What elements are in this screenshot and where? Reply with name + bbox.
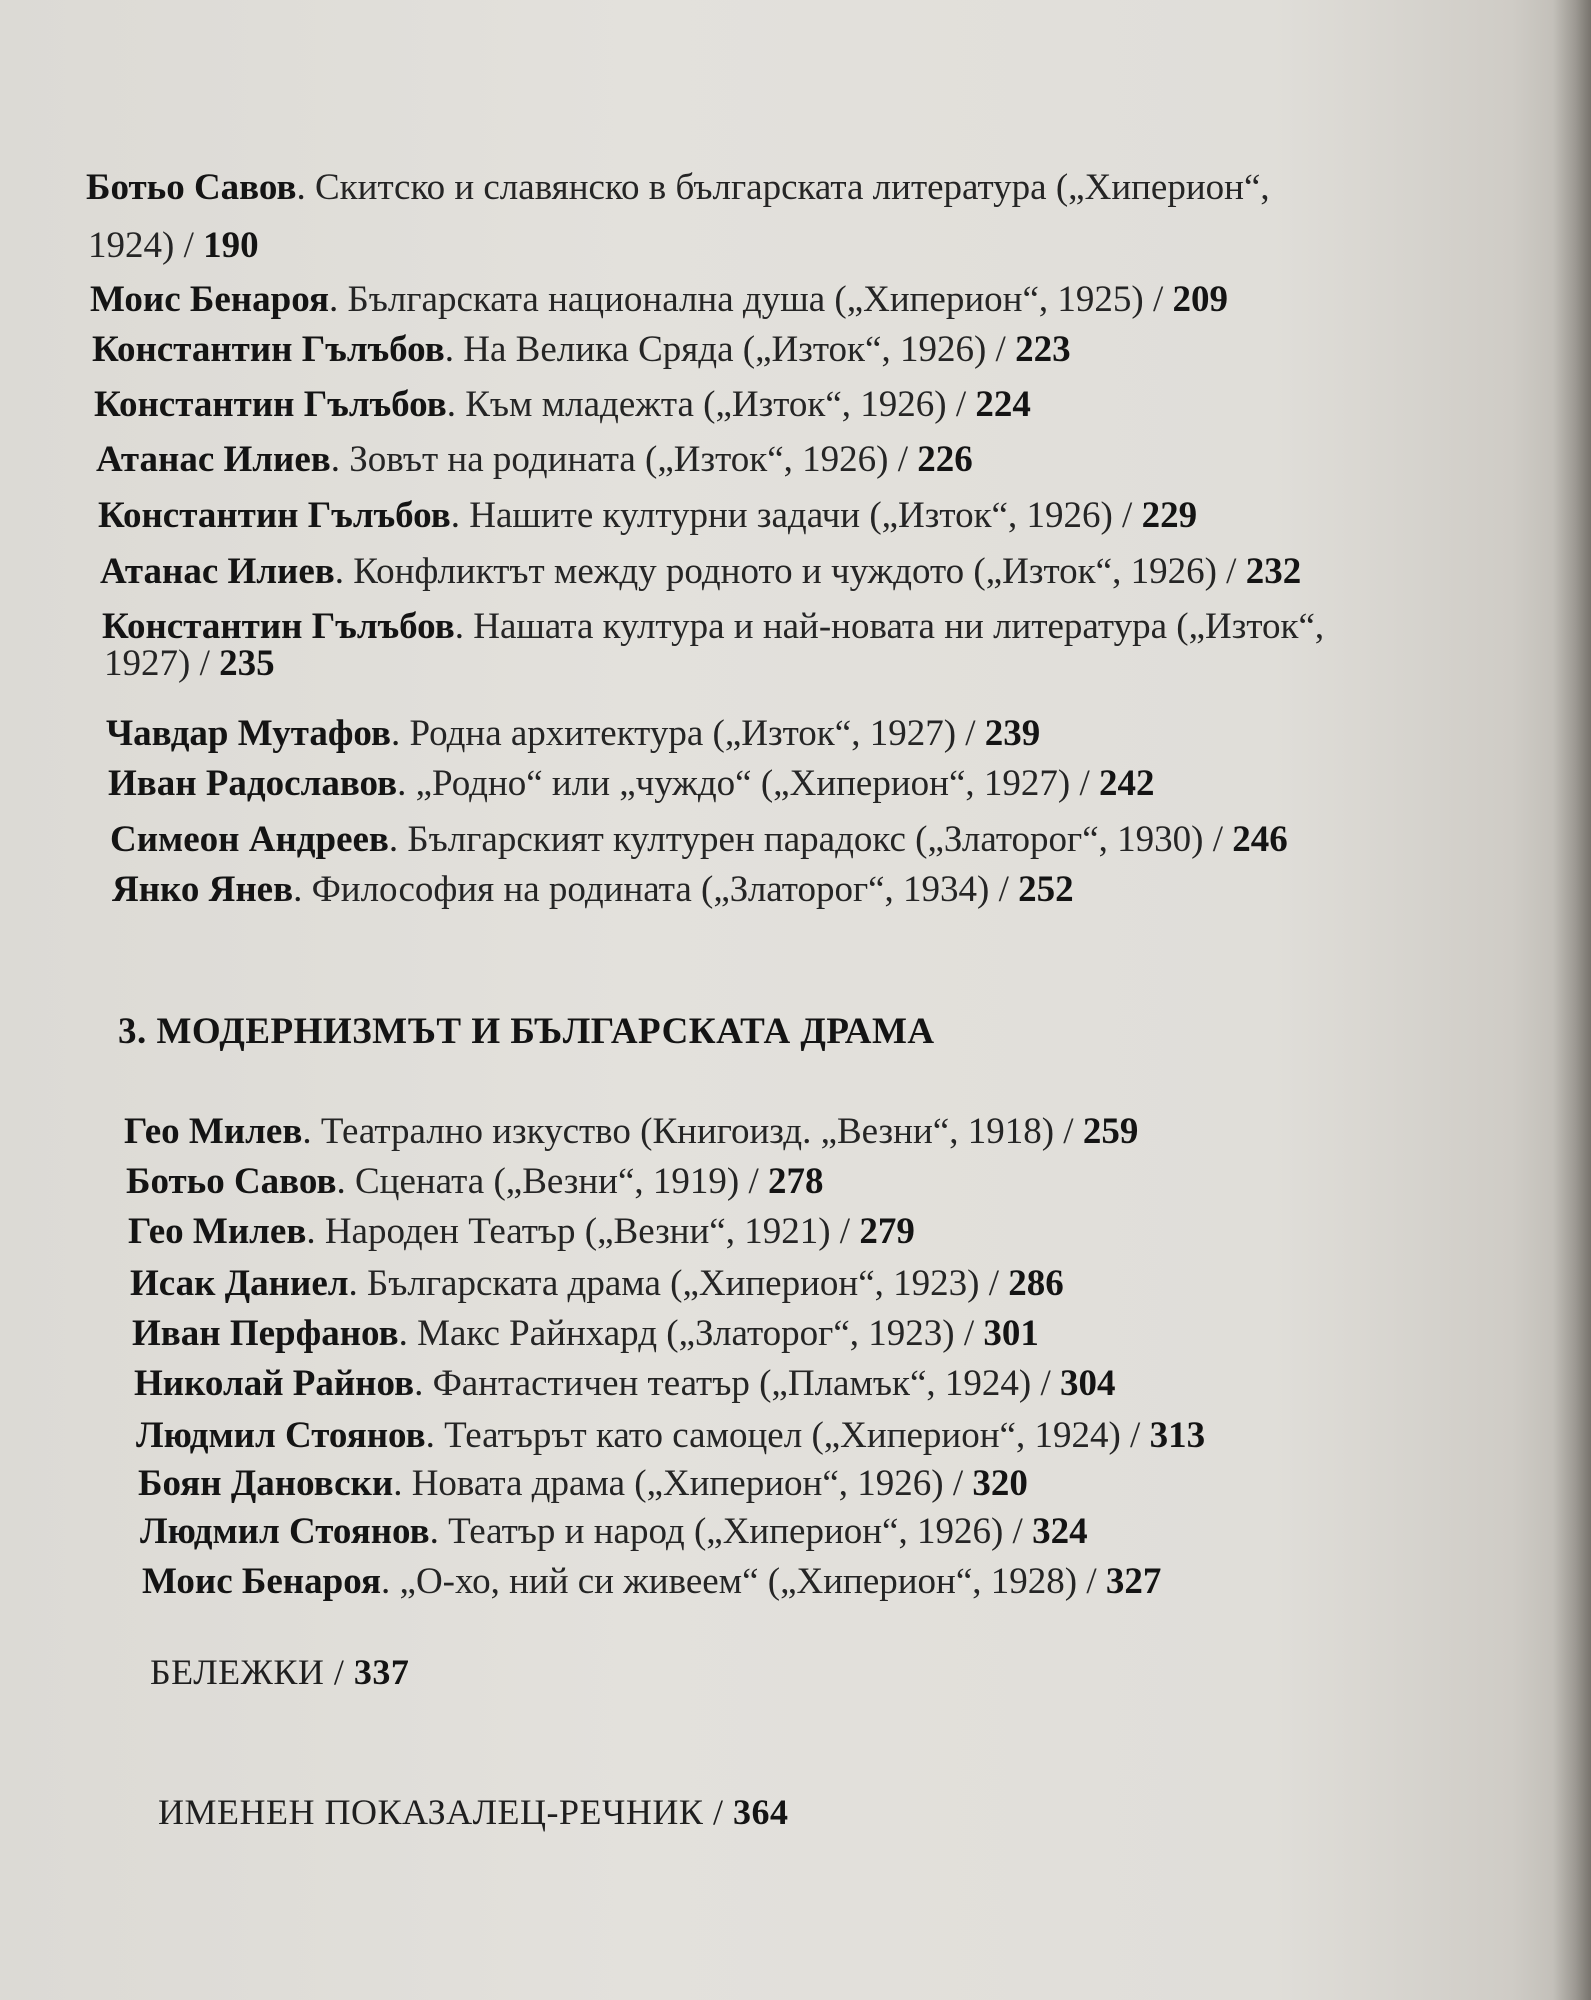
index-entry: ИМЕНЕН ПОКАЗАЛЕЦ-РЕЧНИК / 364 [158, 1792, 789, 1832]
entry-page-number: 324 [1032, 1511, 1088, 1552]
entry-author: Исак Даниел [130, 1263, 349, 1304]
entry-title: Театърът като самоцел („Хиперион“, 1924) [444, 1415, 1121, 1456]
toc-entry: Моис Бенароя. „О-хо, ний си живеем“ („Хиперион“, 1928) / 327 [142, 1561, 1162, 1602]
toc-entry: Константин Гълъбов. Към младежта („Изток“, 1926) / 224 [94, 384, 1031, 425]
entry-author: Янко Янев [112, 869, 294, 910]
entry-author: Гео Милев [124, 1111, 303, 1152]
entry-page-number: 286 [1008, 1263, 1064, 1304]
entry-title: Фантастичен театър („Пламък“, 1924) [432, 1363, 1032, 1404]
toc-entry: Исак Даниел. Българската драма („Хиперион“, 1923) / 286 [130, 1263, 1064, 1304]
entry-author: Константин Гълъбов [92, 329, 445, 370]
entry-title: Философия на родината („Златорог“, 1934) [311, 869, 990, 910]
entry-author: Иван Радославов [108, 763, 398, 804]
toc-entry: Гео Милев. Театрално изкуство (Книгоизд. „Везни“, 1918) / 259 [124, 1111, 1139, 1152]
section-heading: 3. МОДЕРНИЗМЪТ И БЪЛГАРСКАТА ДРАМА [118, 1011, 935, 1052]
page-edge-shadow [1553, 0, 1591, 2000]
toc-entry: Атанас Илиев. Конфликтът между родното и чуждото („Изток“, 1926) / 232 [100, 551, 1302, 592]
entry-title: Нашите културни задачи („Изток“, 1926) [469, 495, 1113, 536]
entry-page-number: 226 [917, 439, 973, 480]
entry-author: Симеон Андреев [110, 819, 389, 860]
entry-page-number: 252 [1018, 869, 1074, 910]
entry-title: Новата драма („Хиперион“, 1926) [411, 1463, 944, 1504]
entry-author: Ботьо Савов [86, 167, 297, 208]
entry-title: Към младежта („Изток“, 1926) [465, 384, 947, 425]
entry-page-number: 224 [975, 384, 1031, 425]
toc-entry: Людмил Стоянов. Театър и народ („Хиперион“, 1926) / 324 [140, 1511, 1088, 1552]
entry-author: Николай Райнов [134, 1363, 415, 1404]
entry-title: „О-хо, ний си живеем“ („Хиперион“, 1928) [399, 1561, 1078, 1602]
entry-page-number: 320 [972, 1463, 1028, 1504]
entry-author: Атанас Илиев [100, 551, 335, 592]
notes-entry: БЕЛЕЖКИ / 337 [150, 1652, 410, 1692]
entry-title: Конфликтът между родното и чуждото („Изток“, 1926) [353, 551, 1217, 592]
entry-page-number: 209 [1172, 279, 1228, 320]
entry-page-number: 259 [1082, 1111, 1139, 1152]
toc-entry: Атанас Илиев. Зовът на родината („Изток“, 1926) / 226 [96, 439, 973, 480]
entry-author: Боян Дановски [138, 1463, 394, 1504]
entry-title: На Велика Сряда („Изток“, 1926) [463, 329, 987, 370]
entry-title: Българската драма („Хиперион“, 1923) [367, 1263, 980, 1304]
toc-entry-continuation: 1927) / 235 [104, 643, 275, 684]
toc-entry-continuation: 1924) / 190 [88, 225, 259, 266]
entry-title: Родна архитектура („Изток“, 1927) [409, 713, 957, 754]
entry-page-number: 235 [219, 643, 275, 684]
notes-label: БЕЛЕЖКИ [150, 1652, 325, 1692]
entry-author: Атанас Илиев [96, 439, 331, 480]
toc-entry: Ботьо Савов. Сцената („Везни“, 1919) / 278 [126, 1161, 824, 1202]
entry-author: Константин Гълъбов [102, 606, 455, 647]
toc-entry: Боян Дановски. Новата драма („Хиперион“, 1926) / 320 [138, 1463, 1028, 1504]
entry-page-number: 239 [984, 713, 1041, 754]
entry-page-number: 279 [859, 1211, 915, 1252]
toc-entry: Моис Бенароя. Българската национална душа („Хиперион“, 1925) / 209 [90, 279, 1228, 320]
entry-author: Константин Гълъбов [98, 495, 451, 536]
notes-page-number: 337 [353, 1652, 410, 1692]
entry-author: Моис Бенароя [142, 1561, 382, 1602]
entry-page-number: 242 [1098, 763, 1155, 804]
entry-page-number: 313 [1149, 1415, 1206, 1456]
entry-title: Театър и народ („Хиперион“, 1926) [448, 1511, 1004, 1552]
entry-author: Ботьо Савов [126, 1161, 337, 1202]
entry-title: Народен Театър („Везни“, 1921) [324, 1211, 831, 1252]
entry-page-number: 223 [1015, 329, 1071, 370]
index-label: ИМЕНЕН ПОКАЗАЛЕЦ-РЕЧНИК [158, 1792, 704, 1832]
toc-entry: Чавдар Мутафов. Родна архитектура („Изток“, 1927) / 239 [106, 713, 1041, 754]
toc-entry: Симеон Андреев. Българският културен парадокс („Златорог“, 1930) / 246 [110, 819, 1288, 860]
entry-title: Макс Райнхард („Златорог“, 1923) [417, 1313, 955, 1354]
entry-title: Скитско и славянско в българската литература („Хиперион“, [314, 167, 1270, 208]
toc-entry: Ботьо Савов. Скитско и славянско в българската литература („Хиперион“, [86, 167, 1270, 208]
entry-author: Гео Милев [128, 1211, 307, 1252]
toc-entry: Константин Гълъбов. Нашите културни задачи („Изток“, 1926) / 229 [98, 495, 1198, 536]
entry-page-number: 229 [1141, 495, 1198, 536]
entry-author: Моис Бенароя [90, 279, 330, 320]
entry-title: Театрално изкуство (Книгоизд. „Везни“, 1918) [320, 1111, 1055, 1152]
entry-author: Иван Перфанов [132, 1313, 399, 1354]
entry-title: „Родно“ или „чуждо“ („Хиперион“, 1927) [415, 763, 1071, 804]
entry-author: Чавдар Мутафов [106, 713, 391, 754]
entry-page-number: 304 [1060, 1363, 1116, 1404]
toc-entry: Людмил Стоянов. Театърът като самоцел („Хиперион“, 1924) / 313 [136, 1415, 1206, 1456]
entry-author: Константин Гълъбов [94, 384, 447, 425]
entry-title: 1927) [104, 643, 191, 684]
toc-entry: Гео Милев. Народен Театър („Везни“, 1921) / 279 [128, 1211, 915, 1252]
index-page-number: 364 [732, 1792, 789, 1832]
toc-entry: Янко Янев. Философия на родината („Златорог“, 1934) / 252 [112, 869, 1074, 910]
entry-page-number: 301 [983, 1313, 1039, 1354]
entry-title: Българската национална душа („Хиперион“, 1925) [347, 279, 1144, 320]
entry-author: Людмил Стоянов [136, 1415, 426, 1456]
entry-title: Българският културен парадокс („Златорог“, 1930) [407, 819, 1204, 860]
entry-page-number: 246 [1232, 819, 1288, 860]
entry-title: 1924) [88, 225, 175, 266]
entry-title: Сцената („Везни“, 1919) [354, 1161, 740, 1202]
entry-page-number: 278 [767, 1161, 824, 1202]
entry-title: Зовът на родината („Изток“, 1926) [349, 439, 889, 480]
entry-title: Нашата култура и най-новата ни литература („Изток“, [473, 606, 1325, 647]
toc-entry: Константин Гълъбов. Нашата култура и най-новата ни литература („Изток“, [102, 606, 1325, 647]
toc-entry: Николай Райнов. Фантастичен театър („Пламък“, 1924) / 304 [134, 1363, 1116, 1404]
entry-author: Людмил Стоянов [140, 1511, 430, 1552]
entry-page-number: 232 [1245, 551, 1302, 592]
toc-entry: Иван Радославов. „Родно“ или „чуждо“ („Хиперион“, 1927) / 242 [108, 763, 1155, 804]
entry-page-number: 190 [203, 225, 259, 266]
toc-entry: Иван Перфанов. Макс Райнхард („Златорог“, 1923) / 301 [132, 1313, 1039, 1354]
toc-entry: Константин Гълъбов. На Велика Сряда („Изток“, 1926) / 223 [92, 329, 1071, 370]
entry-page-number: 327 [1105, 1561, 1162, 1602]
